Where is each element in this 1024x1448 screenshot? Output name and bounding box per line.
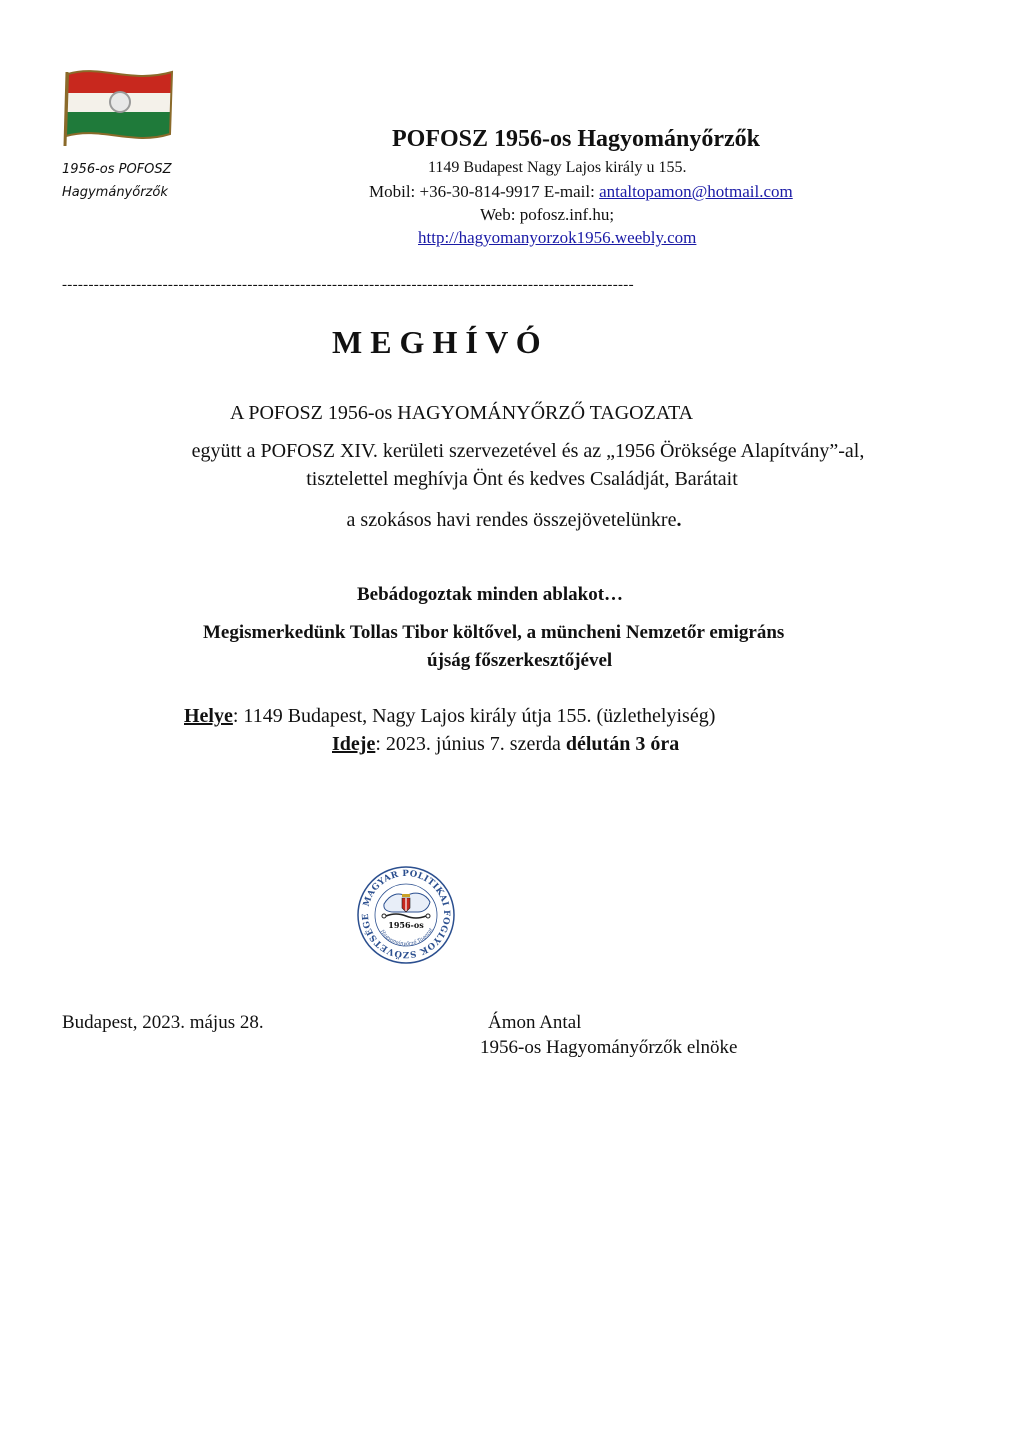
flag-emblem	[60, 62, 180, 152]
time-bold: délután 3 óra	[565, 733, 680, 755]
time-label: Ideje	[332, 733, 376, 755]
event-topic-line1: Megismerkedünk Tollas Tibor költővel, a müncheni Nemzetőr emigráns	[203, 622, 785, 643]
place-value: : 1149 Budapest, Nagy Lajos király útja 155. (üzlethelyiség)	[232, 705, 716, 727]
emblem-caption-line1: 1956-os POFOSZ	[62, 162, 172, 177]
invitation-line1: A POFOSZ 1956-os HAGYOMÁNYŐRZŐ TAGOZATA	[230, 402, 694, 424]
seal-year: 1956-os	[388, 920, 424, 930]
place-and-date: Budapest, 2023. május 28.	[62, 1012, 264, 1033]
invitation-line4	[2, 509, 1024, 532]
org-name: POFOSZ 1956-os Hagyományőrzők	[392, 126, 761, 152]
seal-ring-text: MAGYAR POLITIKAI FOGLYOK SZÖVETSÉGE	[360, 868, 452, 960]
invitation-line3: tisztelettel meghívja Önt és kedves Családját, Barátait	[306, 468, 738, 490]
separator-line: ------------------------------------------------------------------------------------------------------------	[62, 277, 634, 293]
event-place	[184, 705, 715, 728]
event-topic-line2: újság főszerkesztőjével	[427, 650, 613, 671]
event-subtitle: Bebádogoztak minden ablakot…	[357, 584, 624, 605]
web-label: Web: pofosz.inf.hu;	[480, 205, 615, 224]
emblem-caption-line2: Hagymányőrzők	[62, 185, 168, 200]
org-address: 1149 Budapest Nagy Lajos király u 155.	[428, 159, 687, 176]
signer-title: 1956-os Hagyományőrzők elnöke	[480, 1037, 738, 1058]
mobile-label: Mobil: +36-30-814-9917 E-mail:	[369, 182, 600, 201]
invitation-title: M E G H Í V Ó	[332, 324, 541, 360]
email-link[interactable]: antaltopamon@hotmail.com	[599, 182, 793, 201]
invitation-line4-text: a szokásos havi rendes összejövetelünkre	[346, 509, 677, 531]
invitation-line2: együtt a POFOSZ XIV. kerületi szervezetével és az „1956 Öröksége Alapítvány”-al,	[191, 440, 865, 462]
event-time	[332, 733, 679, 756]
pofosz-seal	[356, 864, 456, 966]
seal-inner-text: Hagyományőrző Tagozat	[378, 927, 435, 948]
website-link[interactable]: http://hagyomanyorzok1956.weebly.com	[418, 228, 697, 247]
signer-name: Ámon Antal	[488, 1012, 582, 1033]
time-value: : 2023. június 7. szerda	[375, 733, 566, 755]
contact-line	[369, 182, 793, 202]
invitation-line4-end: .	[676, 509, 682, 531]
place-label: Helye	[184, 705, 233, 727]
